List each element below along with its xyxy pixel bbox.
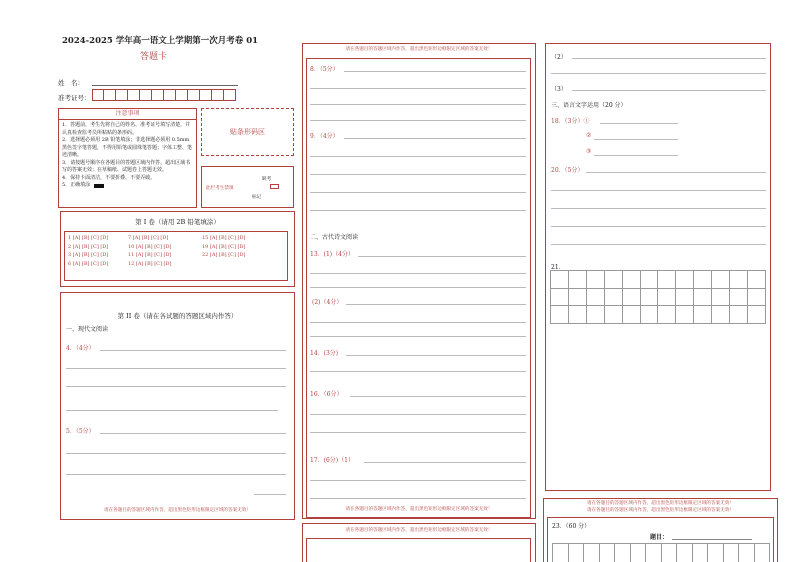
- answer-line[interactable]: [66, 453, 286, 454]
- absent-label: 缺考: [262, 177, 272, 182]
- notes-box: [58, 108, 197, 208]
- answer-line[interactable]: [254, 494, 286, 495]
- note-item: 5．正确填涂: [62, 182, 91, 188]
- warning-text: 请在各题目的答题区域内作答，超出黑色矩形边框限定区域的答案无效！: [345, 47, 493, 52]
- answer-line[interactable]: [66, 368, 286, 369]
- choice-col-3[interactable]: 15 [A] [B] [C] [D] 19 [A] [B] [C] [D] 22 [A] [B] [C] [D]: [202, 235, 246, 259]
- choice-col-1[interactable]: 1 [A] [B] [C] [D] 2 [A] [B] [C] [D] 3 [A] [B] [C] [D] 6 [A] [B] [C] [D]: [68, 235, 109, 267]
- note-item: 4．保持卡面清洁，不要折叠、不要弄破。: [62, 174, 156, 181]
- q8-label: 8．（5分）: [310, 66, 339, 73]
- warning-text: 请在各题目的答题区域内作答，超出黑色矩形边框限定区域的答案无效！: [345, 528, 493, 533]
- absent-checkbox[interactable]: [270, 184, 279, 189]
- q4-label: 4．（4分）: [66, 345, 95, 352]
- q14-label: 14．(3分): [310, 350, 339, 357]
- section1-title: 第 I 卷（请用 2B 铅笔填涂）: [135, 218, 220, 226]
- barcode-label: 贴条形码区: [230, 128, 265, 136]
- q13-2-label: (2)（4分）: [312, 299, 343, 306]
- q2-label: （2）: [551, 54, 567, 61]
- name-field[interactable]: [92, 85, 238, 86]
- answer-line[interactable]: [344, 138, 526, 139]
- choice-col-2[interactable]: 7 [A] [B] [C] [D] 10 [A] [B] [C] [D] 11 [A] [B] [C] [D] 12 [A] [B] [C] [D]: [128, 235, 172, 267]
- answer-line[interactable]: [66, 410, 278, 411]
- answer-line[interactable]: [310, 480, 526, 481]
- answer-line[interactable]: [551, 190, 766, 191]
- answer-line[interactable]: [350, 396, 526, 397]
- mark-label: 标记: [252, 195, 262, 200]
- exam-number-label: 准考证号：: [58, 94, 91, 102]
- answer-sheet-subtitle: 答题卡: [140, 52, 168, 62]
- answer-line[interactable]: [572, 58, 766, 59]
- q21-label: 21．: [551, 264, 565, 271]
- q18-2-label: ②: [586, 132, 592, 139]
- page-title: 2024-2025 学年高一语文上学期第一次月考卷 01: [62, 36, 259, 46]
- essay-writing-grid[interactable]: [552, 543, 770, 562]
- q13-1-label: 13．(1)（4分）: [310, 251, 354, 258]
- part3-heading: 三、语言文字运用（20 分）: [551, 102, 627, 109]
- answer-line[interactable]: [310, 287, 526, 288]
- answer-line[interactable]: [66, 474, 286, 475]
- answer-line[interactable]: [310, 322, 526, 323]
- q21-writing-grid[interactable]: [550, 270, 766, 324]
- notes-heading: 注意事项: [59, 109, 196, 120]
- section2-title: 第 II 卷（请在各试题的答题区域内作答）: [117, 312, 238, 320]
- barcode-area: [201, 108, 294, 156]
- q20-label: 20．（5分）: [551, 167, 584, 174]
- col2-inner-box: [306, 58, 531, 518]
- part1-heading: 一、现代文阅读: [66, 326, 109, 333]
- q5-label: 5．（5分）: [66, 428, 95, 435]
- note-item: 1．答题前，考生先将自己的姓名、准考证号填写清楚，并认真检查监考员所粘贴的条形码。: [62, 122, 191, 136]
- answer-line[interactable]: [310, 414, 526, 415]
- answer-line[interactable]: [310, 273, 526, 274]
- answer-line[interactable]: [310, 498, 526, 499]
- answer-line[interactable]: [551, 73, 766, 74]
- warning-text: 请在各题目的答题区域内作答，超出黑色矩形边框限定区域的答案无效！: [586, 501, 734, 506]
- answer-line[interactable]: [310, 174, 526, 175]
- name-label: 姓 名：: [58, 79, 84, 87]
- answer-line[interactable]: [310, 336, 526, 337]
- answer-line[interactable]: [586, 172, 766, 173]
- answer-line[interactable]: [594, 139, 678, 140]
- answer-line[interactable]: [551, 208, 766, 209]
- answer-line[interactable]: [310, 104, 526, 105]
- answer-line[interactable]: [551, 226, 766, 227]
- answer-line[interactable]: [310, 88, 526, 89]
- answer-line[interactable]: [310, 210, 526, 211]
- note-item: 2．选择题必须用 2B 铅笔填涂；非选择题必须用 0.5mm 黑色签字笔答题，不得用铅笔或圆珠笔答题；字体工整、笔迹清晰。: [62, 137, 193, 158]
- part2-heading: 二、古代诗文阅读: [310, 234, 359, 241]
- col2-next-inner: [306, 538, 531, 562]
- essay-topic-line[interactable]: [672, 539, 752, 540]
- q23-label: 23．（60 分）: [552, 523, 591, 530]
- answer-line[interactable]: [364, 462, 526, 463]
- q16-label: 16．（6分）: [310, 391, 343, 398]
- answer-line[interactable]: [310, 432, 526, 433]
- q17-label: 17．(6分)（1）: [310, 457, 354, 464]
- answer-line[interactable]: [551, 244, 766, 245]
- warning-text: 请在各题目的答题区域内作答，超出黑色矩形边框限定区域的答案无效！: [586, 508, 734, 513]
- answer-line[interactable]: [66, 386, 286, 387]
- warning-text: 请在各题目的答题区域内作答，超出黑色矩形边框限定区域的答案无效！: [345, 507, 493, 512]
- q3-label: （3）: [551, 86, 567, 93]
- q18-label: 18．（3分）①: [551, 118, 590, 125]
- essay-topic-label: 题目：: [650, 534, 669, 541]
- answer-line[interactable]: [572, 90, 766, 91]
- answer-line[interactable]: [358, 256, 526, 257]
- answer-line[interactable]: [310, 192, 526, 193]
- answer-line[interactable]: [100, 350, 286, 351]
- filled-sample-mark: [94, 184, 104, 188]
- answer-line[interactable]: [600, 123, 678, 124]
- answer-line[interactable]: [100, 433, 286, 434]
- col3-box: [545, 43, 771, 491]
- q18-3-label: ③: [586, 148, 592, 155]
- q9-label: 9．（4分）: [310, 133, 339, 140]
- answer-line[interactable]: [594, 155, 678, 156]
- exam-number-boxes[interactable]: [92, 89, 236, 101]
- answer-line[interactable]: [310, 156, 526, 157]
- warning-text: 请在各题目的答题区域内作答，超出黑色矩形边框限定区域的答案无效！: [103, 508, 251, 513]
- answer-line[interactable]: [310, 371, 526, 372]
- absent-box: [201, 166, 294, 208]
- answer-line[interactable]: [344, 71, 526, 72]
- answer-line[interactable]: [346, 304, 526, 305]
- answer-line[interactable]: [346, 355, 526, 356]
- absent-note: 此栏考生禁填: [206, 186, 234, 191]
- note-item: 3．请按题号顺序在各题目的答题区域内作答，超出区域书写的答案无效；在草稿纸、试题卷上答题无效。: [62, 159, 191, 173]
- answer-line[interactable]: [310, 120, 526, 121]
